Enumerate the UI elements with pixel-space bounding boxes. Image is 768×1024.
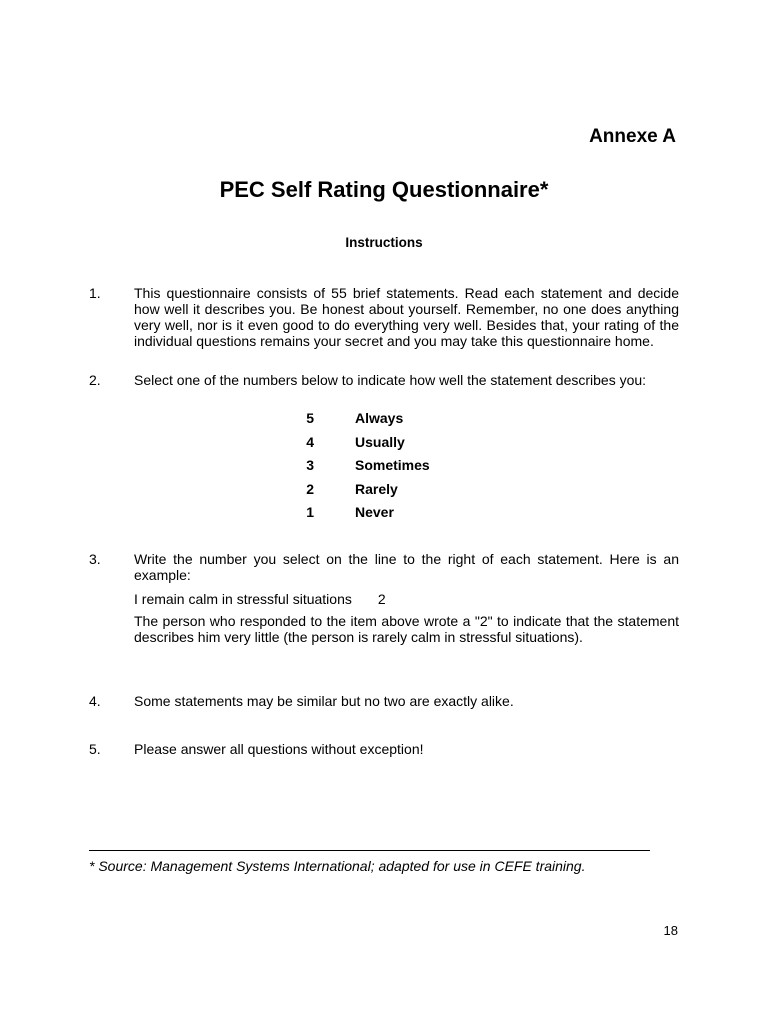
instruction-item-4	[89, 693, 679, 709]
scale-label: Rarely	[355, 480, 398, 497]
item-number: 4.	[89, 693, 101, 709]
item-text: Some statements may be similar but no two are exactly alike.	[134, 693, 514, 709]
item-number: 3.	[89, 551, 101, 567]
example-line	[134, 591, 679, 607]
page-title: PEC Self Rating Questionnaire*	[219, 177, 549, 202]
item-text: Select one of the numbers below to indicate how well the statement describes you:	[134, 372, 647, 388]
annex-label: Annexe A	[589, 126, 676, 147]
scale-value: 4	[306, 433, 314, 450]
instruction-item-1	[89, 285, 679, 349]
instruction-item-5	[89, 741, 679, 757]
scale-value: 5	[306, 410, 314, 426]
instructions-heading: Instructions	[345, 235, 423, 250]
item-number: 5.	[89, 741, 101, 757]
page-number: 18	[663, 923, 678, 938]
example-value: 2	[377, 591, 386, 607]
scale-label: Never	[355, 504, 394, 520]
item-number: 2.	[89, 372, 101, 388]
scale-label: Always	[355, 410, 404, 426]
scale-label: Usually	[355, 433, 405, 450]
scale-label: Sometimes	[355, 457, 430, 473]
scale-value: 3	[306, 457, 314, 473]
example-statement: I remain calm in stressful situations	[134, 591, 352, 607]
scale-value: 2	[306, 480, 314, 497]
item-text: Please answer all questions without exception!	[134, 741, 424, 757]
item-number: 1.	[89, 285, 101, 301]
footnote: * Source: Management Systems International; adapted for use in CEFE training.	[89, 858, 586, 874]
item-text: Write the number you select on the line to the right of each statement. Here is an example:	[134, 551, 679, 583]
example-explanation: The person who responded to the item above wrote a "2" to indicate that the statement describes him very little (the person is rarely calm in stressful situations).	[134, 613, 679, 645]
instruction-item-2	[89, 372, 679, 388]
instruction-item-3	[89, 551, 679, 645]
scale-value: 1	[306, 504, 314, 520]
item-text: This questionnaire consists of 55 brief statements. Read each statement and decide how well it describes you. Be honest about yourself. Remember, no one does anything very well, nor is it even good to do everything very well. Besides that, your rating of the individual questions remains your secret and you may take this questionnaire home.	[134, 285, 679, 349]
footnote-divider	[89, 850, 650, 851]
